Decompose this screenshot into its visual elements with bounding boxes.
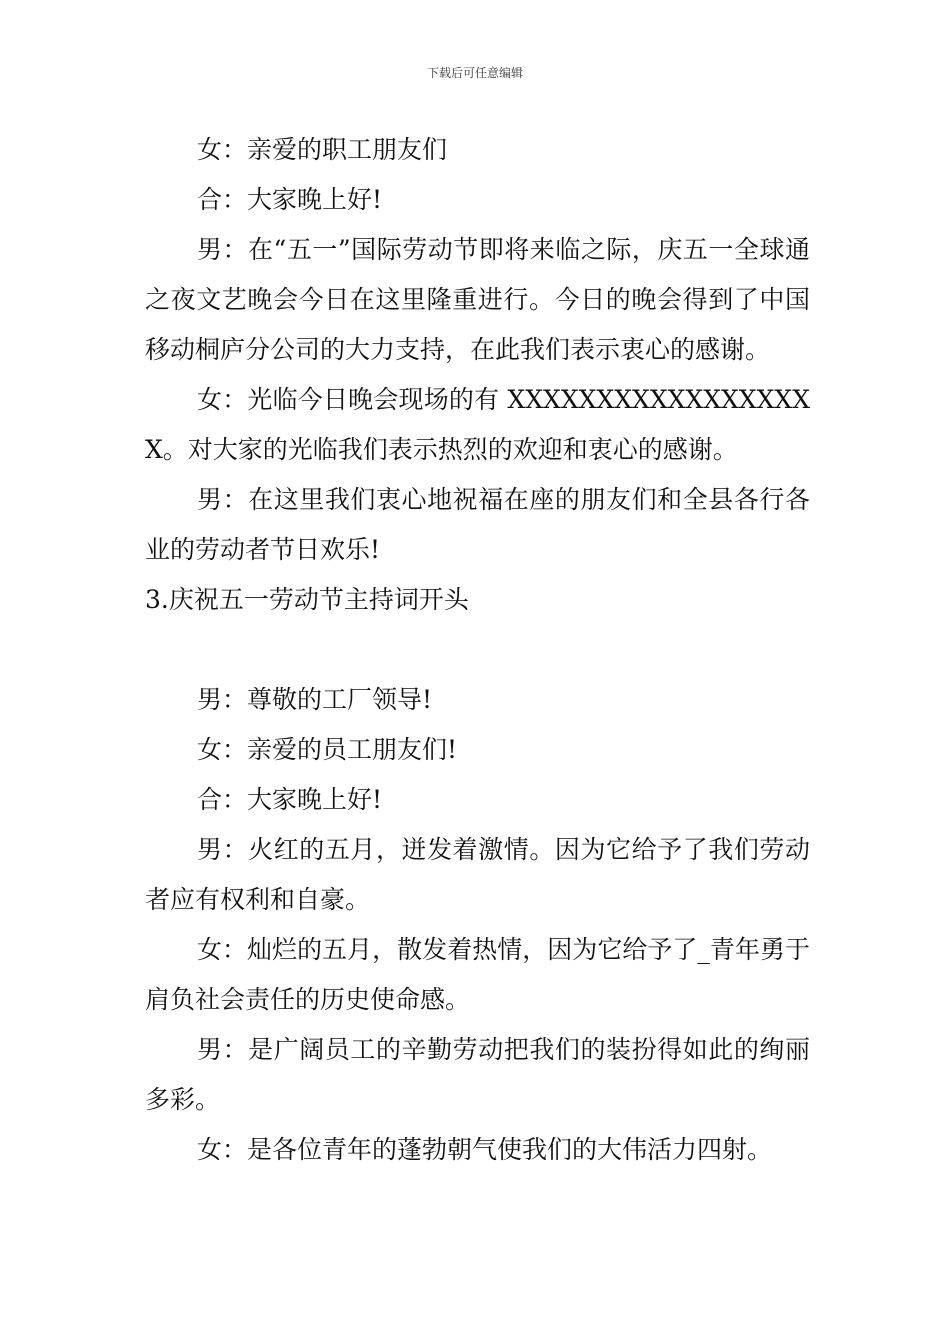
paragraph: 男：火红的五月，迸发着激情。因为它给予了我们劳动者应有权利和自豪。 bbox=[145, 835, 810, 914]
paragraph: 男：尊敬的工厂领导! bbox=[197, 685, 433, 714]
paragraph: 男：在“五一”国际劳动节即将来临之际，庆五一全球通之夜文艺晚会今日在这里隆重进行。今日的晚会得到了中国移动桐庐分公司的大力支持，在此我们表示衷心的感谢。 bbox=[145, 235, 810, 364]
paragraph: 女：光临今日晚会现场的有 XXXXXXXXXXXXXXXXXX。对大家的光临我们表示热烈的欢迎和衷心的感谢。 bbox=[145, 385, 810, 464]
paragraph: 男：在这里我们衷心地祝福在座的朋友们和全县各行各业的劳动者节日欢乐! bbox=[145, 485, 810, 564]
blank-line bbox=[145, 625, 810, 675]
document-body bbox=[145, 125, 810, 1175]
paragraph: 女：亲爱的员工朋友们! bbox=[197, 735, 458, 764]
paragraph: 合：大家晚上好! bbox=[197, 185, 383, 214]
paragraph: 女：灿烂的五月，散发着热情，因为它给予了_青年勇于肩负社会责任的历史使命感。 bbox=[145, 935, 810, 1014]
section-heading: 3.庆祝五一劳动节主持词开头 bbox=[145, 585, 469, 614]
paragraph: 女：亲爱的职工朋友们 bbox=[197, 135, 448, 164]
page-header-note: 下载后可任意编辑 bbox=[426, 66, 523, 80]
paragraph: 女：是各位青年的蓬勃朝气使我们的大伟活力四射。 bbox=[197, 1135, 773, 1164]
paragraph: 合：大家晚上好! bbox=[197, 785, 383, 814]
paragraph: 男：是广阔员工的辛勤劳动把我们的装扮得如此的绚丽多彩。 bbox=[145, 1035, 810, 1114]
